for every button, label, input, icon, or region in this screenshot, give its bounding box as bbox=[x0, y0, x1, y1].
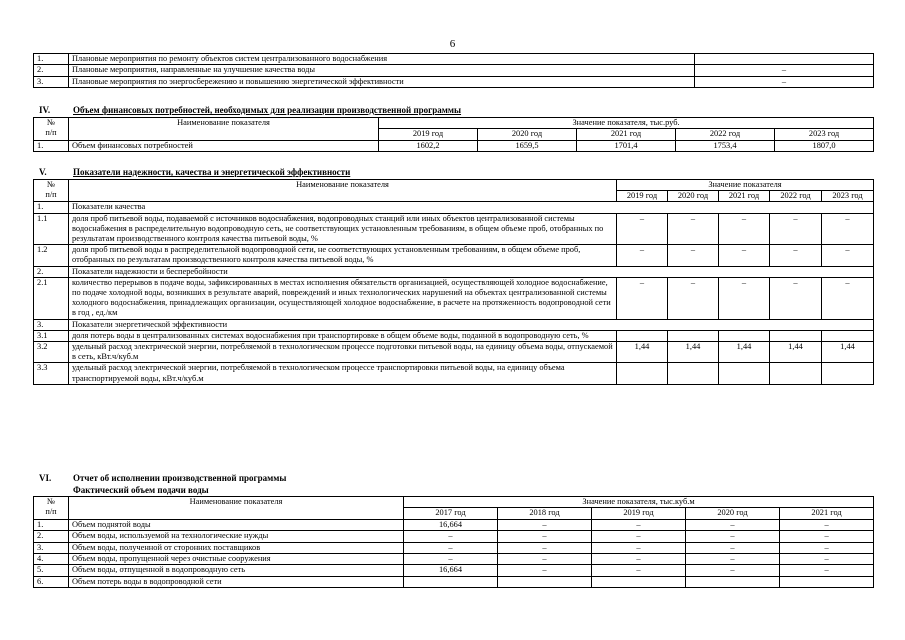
row-value bbox=[617, 363, 668, 384]
row-value bbox=[719, 363, 770, 384]
row-name: Плановые мероприятия по энергосбережению и повышению энергетической эффективности bbox=[69, 76, 695, 87]
row-name: Объем потерь воды в водопроводной сети bbox=[69, 576, 404, 587]
row-value: – bbox=[719, 245, 770, 266]
section-iv-heading bbox=[33, 104, 873, 117]
section-iv-title: Объем финансовых потребностей, необходимых для реализации производственной программы bbox=[73, 105, 462, 115]
row-value: 1,44 bbox=[668, 342, 719, 363]
col-name-header: Наименование показателя bbox=[69, 497, 404, 520]
col-name-header: Наименование показателя bbox=[69, 118, 379, 141]
table-row bbox=[34, 140, 874, 151]
row-value: 1753,4 bbox=[676, 140, 775, 151]
col-value-header: Значение показателя, тыс.куб.м bbox=[404, 497, 874, 508]
row-value: – bbox=[498, 519, 592, 530]
col-no-header: № п/п bbox=[34, 180, 69, 202]
section-v-heading bbox=[33, 166, 873, 179]
row-value: 1,44 bbox=[770, 342, 822, 363]
year-header: 2021 год bbox=[719, 191, 770, 202]
row-number: 2. bbox=[34, 266, 69, 277]
row-value: – bbox=[822, 245, 874, 266]
group-row bbox=[34, 202, 874, 213]
row-number: 3.1 bbox=[34, 330, 69, 341]
row-number: 2. bbox=[34, 65, 69, 76]
row-name: Объем поднятой воды bbox=[69, 519, 404, 530]
table-row bbox=[34, 565, 874, 576]
row-name: Плановые мероприятия по ремонту объектов систем централизованного водоснабжения bbox=[69, 54, 695, 65]
row-value: – bbox=[498, 531, 592, 542]
row-value: – bbox=[404, 531, 498, 542]
section-vi-subtitle: Фактический объем подачи воды bbox=[73, 485, 209, 495]
year-header: 2021 год bbox=[780, 508, 874, 519]
row-number: 1. bbox=[34, 202, 69, 213]
row-name: Плановые мероприятия, направленные на улучшение качества воды bbox=[69, 65, 695, 76]
row-value: – bbox=[822, 213, 874, 245]
table-row bbox=[34, 554, 874, 565]
planned-measures-block bbox=[33, 53, 873, 88]
row-value bbox=[719, 330, 770, 341]
row-number: 5. bbox=[34, 565, 69, 576]
table-row bbox=[34, 363, 874, 384]
row-value: 16,664 bbox=[404, 565, 498, 576]
row-value bbox=[668, 363, 719, 384]
row-value: – bbox=[780, 519, 874, 530]
row-value: – bbox=[592, 519, 686, 530]
table-row bbox=[34, 245, 874, 266]
row-number: 3. bbox=[34, 319, 69, 330]
row-value: 1602,2 bbox=[379, 140, 478, 151]
row-value: – bbox=[592, 565, 686, 576]
row-value: – bbox=[686, 531, 780, 542]
table-row bbox=[34, 54, 874, 65]
row-number: 1. bbox=[34, 54, 69, 65]
row-value bbox=[822, 330, 874, 341]
row-value bbox=[686, 576, 780, 587]
row-value bbox=[404, 576, 498, 587]
row-number: 3.2 bbox=[34, 342, 69, 363]
row-value: – bbox=[770, 277, 822, 319]
row-number: 3. bbox=[34, 542, 69, 553]
year-header: 2020 год bbox=[686, 508, 780, 519]
row-number: 2.1 bbox=[34, 277, 69, 319]
table-row bbox=[34, 330, 874, 341]
year-header: 2021 год bbox=[577, 129, 676, 140]
row-name: доля проб питьевой воды, подаваемой с источников водоснабжения, водопроводных станций или иных объектов централизованной системы водоснабжения в распределительную водопроводную сеть, не соответствующих установленным требованиям, в общем объеме проб, отобранных по результатам производственного контроля качества питьевой воды, % bbox=[69, 213, 617, 245]
row-value: – bbox=[780, 565, 874, 576]
year-header: 2023 год bbox=[822, 191, 874, 202]
col-name-header: Наименование показателя bbox=[69, 180, 617, 202]
row-value: 16,664 bbox=[404, 519, 498, 530]
table-row bbox=[34, 531, 874, 542]
row-value: – bbox=[617, 213, 668, 245]
row-value: – bbox=[498, 565, 592, 576]
table-row bbox=[34, 277, 874, 319]
section-vi-heading bbox=[33, 472, 873, 485]
row-value: – bbox=[780, 542, 874, 553]
row-value: 1701,4 bbox=[577, 140, 676, 151]
row-number: 6. bbox=[34, 576, 69, 587]
row-number: 1.1 bbox=[34, 213, 69, 245]
row-value: – bbox=[780, 531, 874, 542]
row-number: 3. bbox=[34, 76, 69, 87]
year-header: 2022 год bbox=[770, 191, 822, 202]
col-value-header: Значение показателя bbox=[617, 180, 874, 191]
row-value: – bbox=[592, 542, 686, 553]
row-name: Объем воды, пропущенной через очистные сооружения bbox=[69, 554, 404, 565]
row-value: – bbox=[617, 245, 668, 266]
section-v bbox=[33, 166, 873, 385]
col-value-header: Значение показателя, тыс.руб. bbox=[379, 118, 874, 129]
row-value: 1,44 bbox=[822, 342, 874, 363]
row-value: – bbox=[770, 213, 822, 245]
group-name: Показатели качества bbox=[69, 202, 874, 213]
year-header: 2019 год bbox=[617, 191, 668, 202]
col-no-header: № п/п bbox=[34, 497, 69, 520]
row-name: доля проб питьевой воды в распределительной водопроводной сети, не соответствующих установленным требованиям, в общем объеме проб, отобранных по результатам производственного контроля качества питьевой воды, % bbox=[69, 245, 617, 266]
row-value: – bbox=[668, 245, 719, 266]
row-name: доля потерь воды в централизованных системах водоснабжения при транспортировке в общем объеме воды, поданной в водопроводную сеть, % bbox=[69, 330, 617, 341]
section-v-title: Показатели надежности, качества и энергетической эффективности bbox=[73, 167, 351, 177]
section-iv-number: IV. bbox=[39, 105, 51, 115]
row-number: 4. bbox=[34, 554, 69, 565]
table-row bbox=[34, 542, 874, 553]
group-name: Показатели энергетической эффективности bbox=[69, 319, 874, 330]
year-header: 2018 год bbox=[498, 508, 592, 519]
row-value: 1,44 bbox=[719, 342, 770, 363]
row-value: – bbox=[686, 554, 780, 565]
row-value: – bbox=[592, 554, 686, 565]
row-name: Объем воды, полученной от сторонних поставщиков bbox=[69, 542, 404, 553]
planned-measures-table bbox=[33, 53, 874, 88]
row-value bbox=[592, 576, 686, 587]
row-value: – bbox=[498, 542, 592, 553]
row-value: – bbox=[404, 542, 498, 553]
row-name: Объем финансовых потребностей bbox=[69, 140, 379, 151]
group-row bbox=[34, 266, 874, 277]
section-iv bbox=[33, 104, 873, 152]
row-value: – bbox=[822, 277, 874, 319]
reliability-indicators-table bbox=[33, 179, 874, 385]
row-name: количество перерывов в подаче воды, зафиксированных в местах исполнения обязательств организацией, осуществляющей холодное водоснабжение, по подаче холодной воды, возникших в результате аварий, повреждений и иных технологических нарушений на объектах централизованной системы холодного водоснабжения, принадлежащих организации, осуществляющей холодное водоснабжение, в расчете на протяженность водопроводной сети в год , ед./км bbox=[69, 277, 617, 319]
row-value bbox=[770, 363, 822, 384]
year-header: 2017 год bbox=[404, 508, 498, 519]
row-value bbox=[780, 576, 874, 587]
section-vi-number: VI. bbox=[39, 473, 52, 483]
row-value: – bbox=[668, 277, 719, 319]
row-number: 1. bbox=[34, 140, 69, 151]
row-value: – bbox=[780, 554, 874, 565]
table-row bbox=[34, 76, 874, 87]
row-value: – bbox=[719, 213, 770, 245]
row-value: – bbox=[592, 531, 686, 542]
row-value: – bbox=[404, 554, 498, 565]
year-header: 2023 год bbox=[775, 129, 874, 140]
year-header: 2019 год bbox=[592, 508, 686, 519]
row-name: Объем воды, отпущенной в водопроводную сеть bbox=[69, 565, 404, 576]
row-name: удельный расход электрической энергии, потребляемой в технологическом процессе подготовки питьевой воды, на единицу объема воды, отпускаемой в сеть, кВт.ч/куб.м bbox=[69, 342, 617, 363]
row-value: 1,44 bbox=[617, 342, 668, 363]
table-row bbox=[34, 576, 874, 587]
water-supply-report-table bbox=[33, 496, 874, 588]
section-vi bbox=[33, 472, 873, 588]
row-value bbox=[695, 54, 874, 65]
row-value: – bbox=[686, 519, 780, 530]
row-value: – bbox=[770, 245, 822, 266]
row-value: – bbox=[686, 565, 780, 576]
group-name: Показатели надежности и бесперебойности bbox=[69, 266, 874, 277]
financial-needs-table bbox=[33, 117, 874, 152]
group-row bbox=[34, 319, 874, 330]
row-value bbox=[668, 330, 719, 341]
row-value: – bbox=[617, 277, 668, 319]
section-vi-title: Отчет об исполнении производственной программы bbox=[73, 473, 287, 483]
col-no-header: № п/п bbox=[34, 118, 69, 141]
table-row bbox=[34, 65, 874, 76]
row-name: удельный расход электрической энергии, потребляемой в технологическом процессе транспортировки питьевой воды, на единицу объема транспортируемой воды, кВт.ч/куб.м bbox=[69, 363, 617, 384]
row-value bbox=[498, 576, 592, 587]
row-value bbox=[770, 330, 822, 341]
year-header: 2019 год bbox=[379, 129, 478, 140]
table-row bbox=[34, 213, 874, 245]
table-row bbox=[34, 342, 874, 363]
section-v-number: V. bbox=[39, 167, 47, 177]
row-value: 1807,0 bbox=[775, 140, 874, 151]
row-value: – bbox=[668, 213, 719, 245]
row-value: – bbox=[686, 542, 780, 553]
page-number: 6 bbox=[449, 38, 456, 50]
row-number: 1. bbox=[34, 519, 69, 530]
row-value: – bbox=[695, 65, 874, 76]
row-number: 1.2 bbox=[34, 245, 69, 266]
row-value bbox=[617, 330, 668, 341]
row-value: – bbox=[695, 76, 874, 87]
row-name: Объем воды, используемой на технологические нужды bbox=[69, 531, 404, 542]
row-value: 1659,5 bbox=[478, 140, 577, 151]
row-number: 2. bbox=[34, 531, 69, 542]
row-value bbox=[822, 363, 874, 384]
table-row bbox=[34, 519, 874, 530]
row-value: – bbox=[498, 554, 592, 565]
year-header: 2020 год bbox=[478, 129, 577, 140]
row-number: 3.3 bbox=[34, 363, 69, 384]
year-header: 2022 год bbox=[676, 129, 775, 140]
year-header: 2020 год bbox=[668, 191, 719, 202]
row-value: – bbox=[719, 277, 770, 319]
